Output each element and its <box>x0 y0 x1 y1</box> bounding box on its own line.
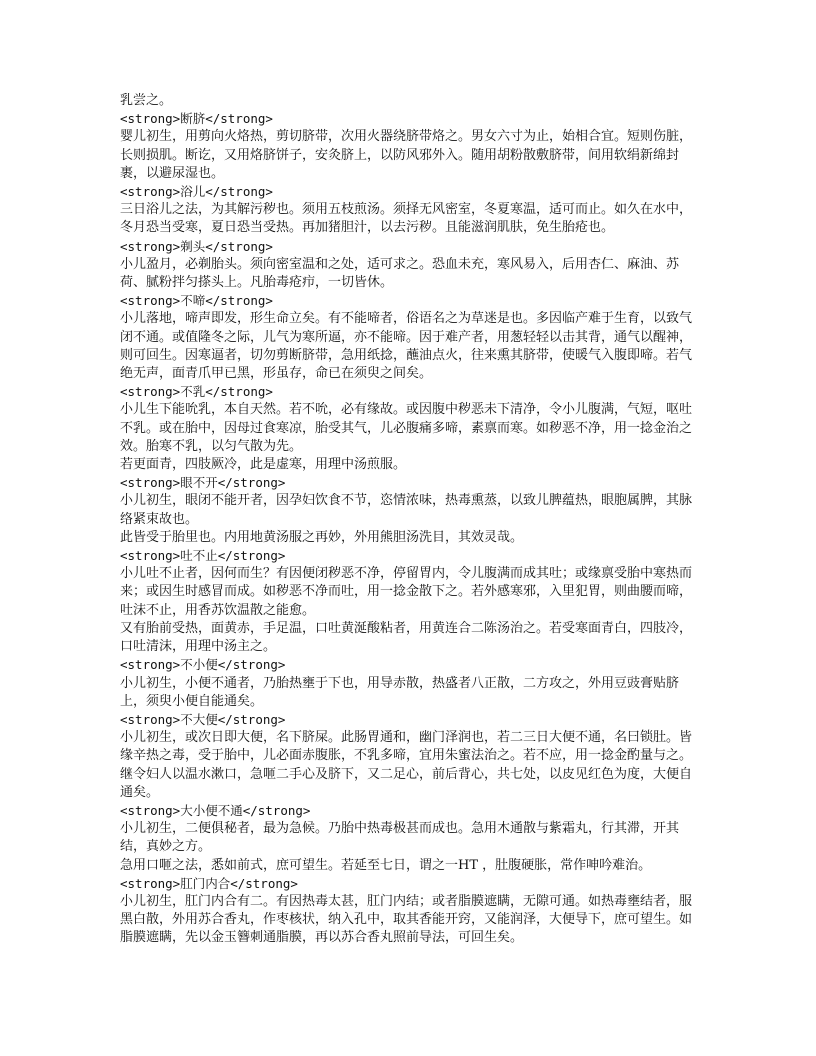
section-heading: <strong>剃头</strong> <box>120 238 273 254</box>
paragraph: 此皆受于胎里也。内用地黄汤服之再妙，外用熊胆汤洗目，其效灵哉。 <box>120 529 524 545</box>
paragraph: 小儿生下能吮乳，本自天然。若不吮，必有缘故。或因腹中秽恶未下清净，令小儿腹满，气短，呕吐不乳。或在胎中，因母过食寒凉，胎受其气，儿必腹痛多啼，素禀而寒。如秽恶不净，用一捻金治之效。胎寒不乳，以匀气散为先。 <box>120 402 693 454</box>
section-heading: <strong>肛门内合</strong> <box>120 875 298 891</box>
section-heading: <strong>不啼</strong> <box>120 293 273 309</box>
paragraph: 婴儿初生，用剪向火烙热，剪切脐带，次用火器绕脐带烙之。男女六寸为止，始相合宜。短则伤脏，长则损肌。断讫，又用烙脐饼子，安灸脐上，以防风邪外入。随用胡粉散敷脐带，间用软绢新绵封裹，以避尿湿也。 <box>120 129 693 181</box>
section-heading: <strong>大小便不通</strong> <box>120 802 311 818</box>
paragraph: 小儿初生，肛门内合有二。有因热毒太甚，肛门内结；或者脂膜遮瞒，无隙可通。如热毒壅结者，服黑白散，外用苏合香丸，作枣核状，纳入孔中，取其香能开窍，又能润泽，大便导下，庶可望生。如脂膜遮瞒，先以金玉簪刺通脂膜，再以苏合香丸照前导法，可回生矣。 <box>120 893 693 946</box>
section-heading: <strong>不小便</strong> <box>120 657 286 673</box>
paragraph: 小儿初生，小便不通者，乃胎热壅于下也，用导赤散，热盛者八正散，二方攻之，外用豆豉膏贴脐上，须臾小便自能通矣。 <box>120 675 680 709</box>
document-page <box>120 92 696 948</box>
section-heading: <strong>吐不止</strong> <box>120 548 286 564</box>
paragraph: 小儿盈月，必剃胎头。须向密室温和之处，适可求之。恐血未充，寒风易入，后用杏仁、麻油、苏荷、腻粉拌匀搽头上。凡胎毒疮疖，一切皆休。 <box>120 256 680 291</box>
section-heading: <strong>眼不开</strong> <box>120 475 286 491</box>
paragraph: 急用口咂之法，悉如前式，庶可望生。若延至七日，谓之一HT ，肚腹硬胀，常作呻吟难治。 <box>120 857 652 873</box>
section-heading: <strong>不大便</strong> <box>120 711 286 727</box>
paragraph: 又有胎前受热，面黄赤，手足温，口吐黄涎酸粘者，用黄连合二陈汤治之。若受寒面青白，四肢冷，口吐清沫，用理中汤主之。 <box>120 620 693 655</box>
paragraph: 三日浴儿之法，为其解污秽也。须用五枝煎汤。须择无风密室，冬夏寒温，适可而止。如久在水中，冬月恐当受寒，夏日恐当受热。再加猪胆汁，以去污秽。且能滋润肌肤，免生胎疮也。 <box>120 202 693 236</box>
section-heading: <strong>浴儿</strong> <box>120 184 273 200</box>
paragraph: 小儿落地，啼声即发，形生命立矣。有不能啼者，俗语名之为草迷是也。多因临产难于生育，以致气闭不通。或值隆冬之际，儿气为寒所逼，亦不能啼。因于难产者，用葱轻轻以击其背，通气以醒神，则可回生。因寒逼者，切勿剪断脐带，急用纸捻，蘸油点火，往来熏其脐带，使暖气入腹即啼。若气绝无声，面青爪甲已黑，形虽存，命已在须臾之间矣。 <box>120 311 693 382</box>
paragraph: 小儿吐不止者，因何而生？有因便闭秽恶不净，停留胃内，令儿腹满而成其吐；或缘禀受胎中寒热而来；或因生时感冒而成。如秽恶不净而吐，用一捻金散下之。若外感寒邪，入里犯胃，则曲腰而啼，吐沫不止，用香苏饮温散之能愈。 <box>120 566 693 618</box>
paragraph: 小儿初生，二便俱秘者，最为急候。乃胎中热毒极甚而成也。急用木通散与紫霜丸，行其滞，开其结，真妙之方。 <box>120 821 680 855</box>
section-heading: <strong>不乳</strong> <box>120 384 273 400</box>
paragraph: 若更面青，四肢厥冷，此是虚寒，用理中汤煎服。 <box>120 457 407 473</box>
paragraph: 小儿初生，眼闭不能开者，因孕妇饮食不节，恣情浓味，热毒熏蒸，以致儿脾蕴热，眼胞属脾，其脉络紧束故也。 <box>120 493 693 527</box>
section-heading: <strong>断脐</strong> <box>120 111 273 127</box>
paragraph: 乳尝之。 <box>120 93 173 108</box>
paragraph: 小儿初生，或次日即大便，名下脐屎。此肠胃通和，幽门泽润也，若二三日大便不通，名曰锁肚。皆缘辛热之毒，受于胎中，儿必面赤腹胀，不乳多啼，宜用朱蜜法治之。若不应，用一捻金酌量与之。继令妇人以温水漱口，急咂二手心及脐下，又二足心，前后背心，共七处，以皮见红色为度，大便自通矣。 <box>120 730 693 800</box>
